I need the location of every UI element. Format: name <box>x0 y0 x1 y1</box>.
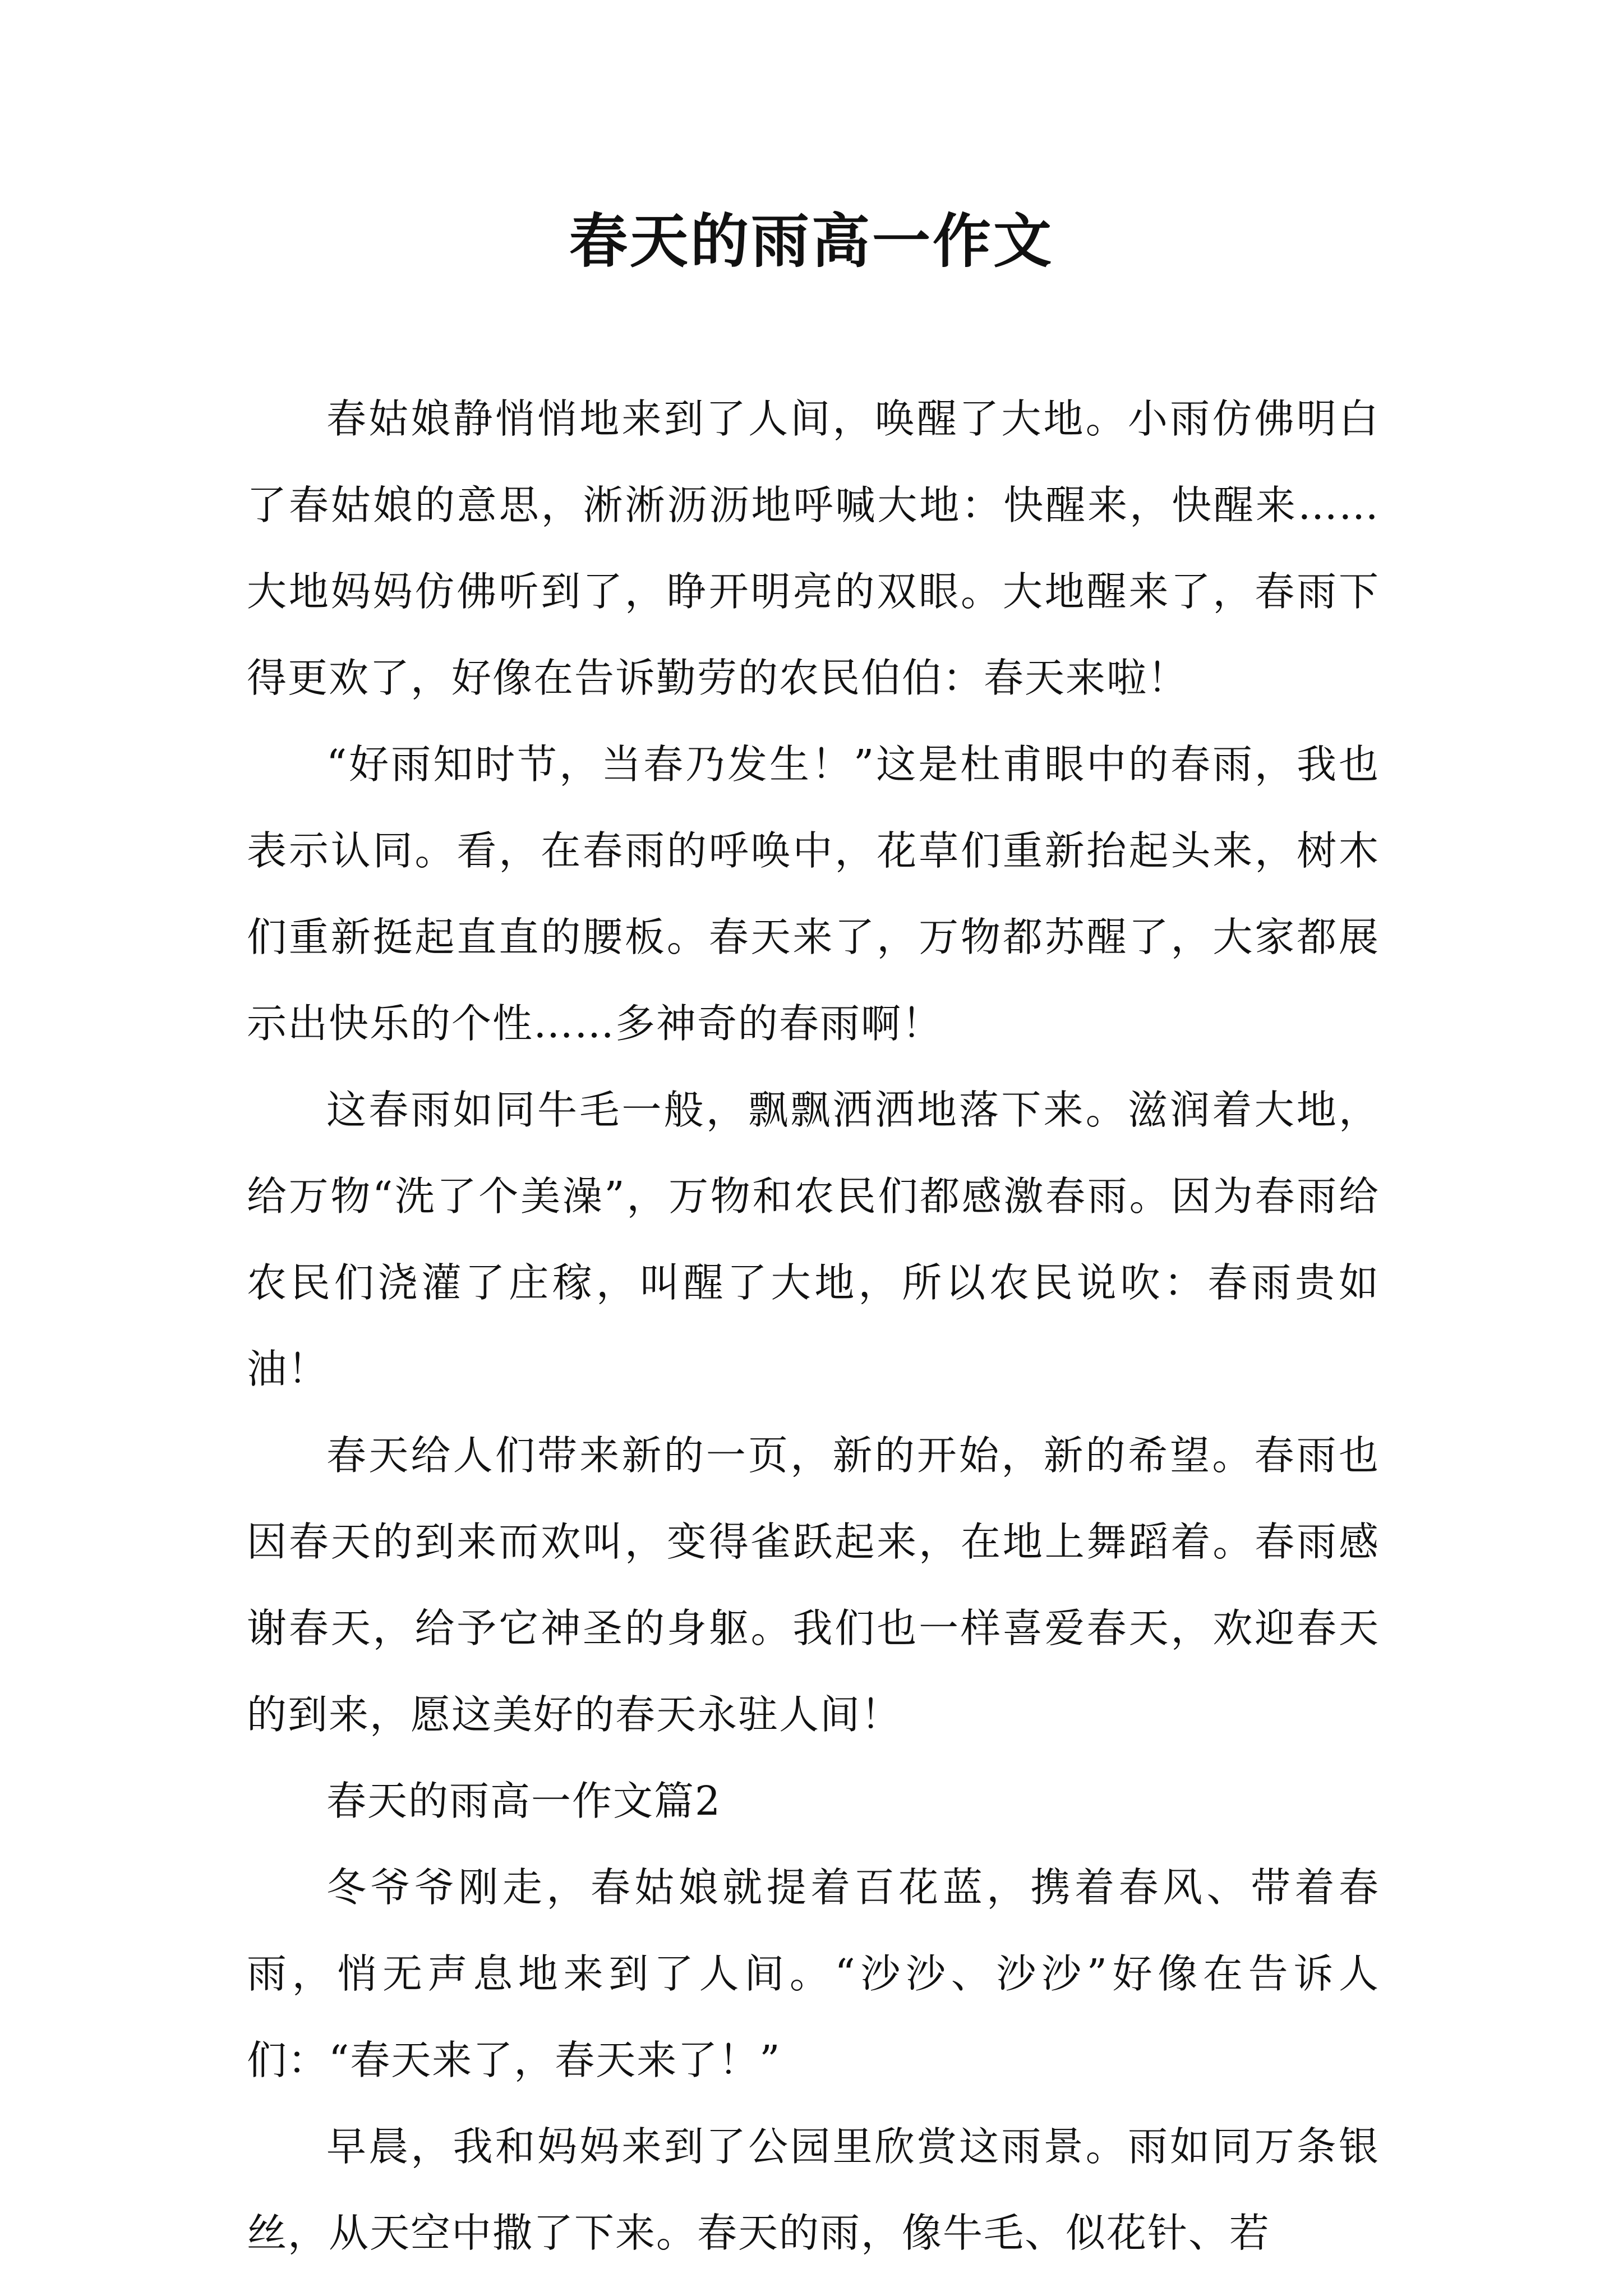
document-title: 春天的雨高一作文 <box>569 206 1054 275</box>
document-body <box>247 376 1380 2276</box>
paragraph-2: “好雨知时节，当春乃发生！”这是杜甫眼中的春雨，我也表示认同。看，在春雨的呼唤中，花草们重新抬起头来，树木们重新挺起直直的腰板。春天来了，万物都苏醒了，大家都展示出快乐的个性……多神奇的春雨啊！ <box>247 741 1380 1047</box>
section-heading: 春天的雨高一作文篇2 <box>326 1778 722 1824</box>
paragraph-5: 冬爷爷刚走，春姑娘就提着百花蓝，携着春风、带着春雨，悄无声息地来到了人间。“沙沙、沙沙”好像在告诉人们：“春天来了，春天来了！” <box>247 1864 1380 2083</box>
paragraph-1: 春姑娘静悄悄地来到了人间，唤醒了大地。小雨仿佛明白了春姑娘的意思，淅淅沥沥地呼喊大地：快醒来，快醒来……大地妈妈仿佛听到了，睁开明亮的双眼。大地醒来了，春雨下得更欢了，好像在告诉勤劳的农民伯伯：春天来啦！ <box>247 395 1380 701</box>
paragraph-4: 春天给人们带来新的一页，新的开始，新的希望。春雨也因春天的到来而欢叫，变得雀跃起来，在地上舞蹈着。春雨感谢春天，给予它神圣的身躯。我们也一样喜爱春天，欢迎春天的到来，愿这美好的春天永驻人间！ <box>247 1432 1380 1738</box>
paragraph-3: 这春雨如同牛毛一般，飘飘洒洒地落下来。滋润着大地，给万物“洗了个美澡”，万物和农民们都感激春雨。因为春雨给农民们浇灌了庄稼，叫醒了大地，所以农民说吹：春雨贵如油！ <box>247 1087 1380 1392</box>
paragraph-6: 早晨，我和妈妈来到了公园里欣赏这雨景。雨如同万条银丝，从天空中撒了下来。春天的雨，像牛毛、似花针、若 <box>247 2123 1380 2256</box>
